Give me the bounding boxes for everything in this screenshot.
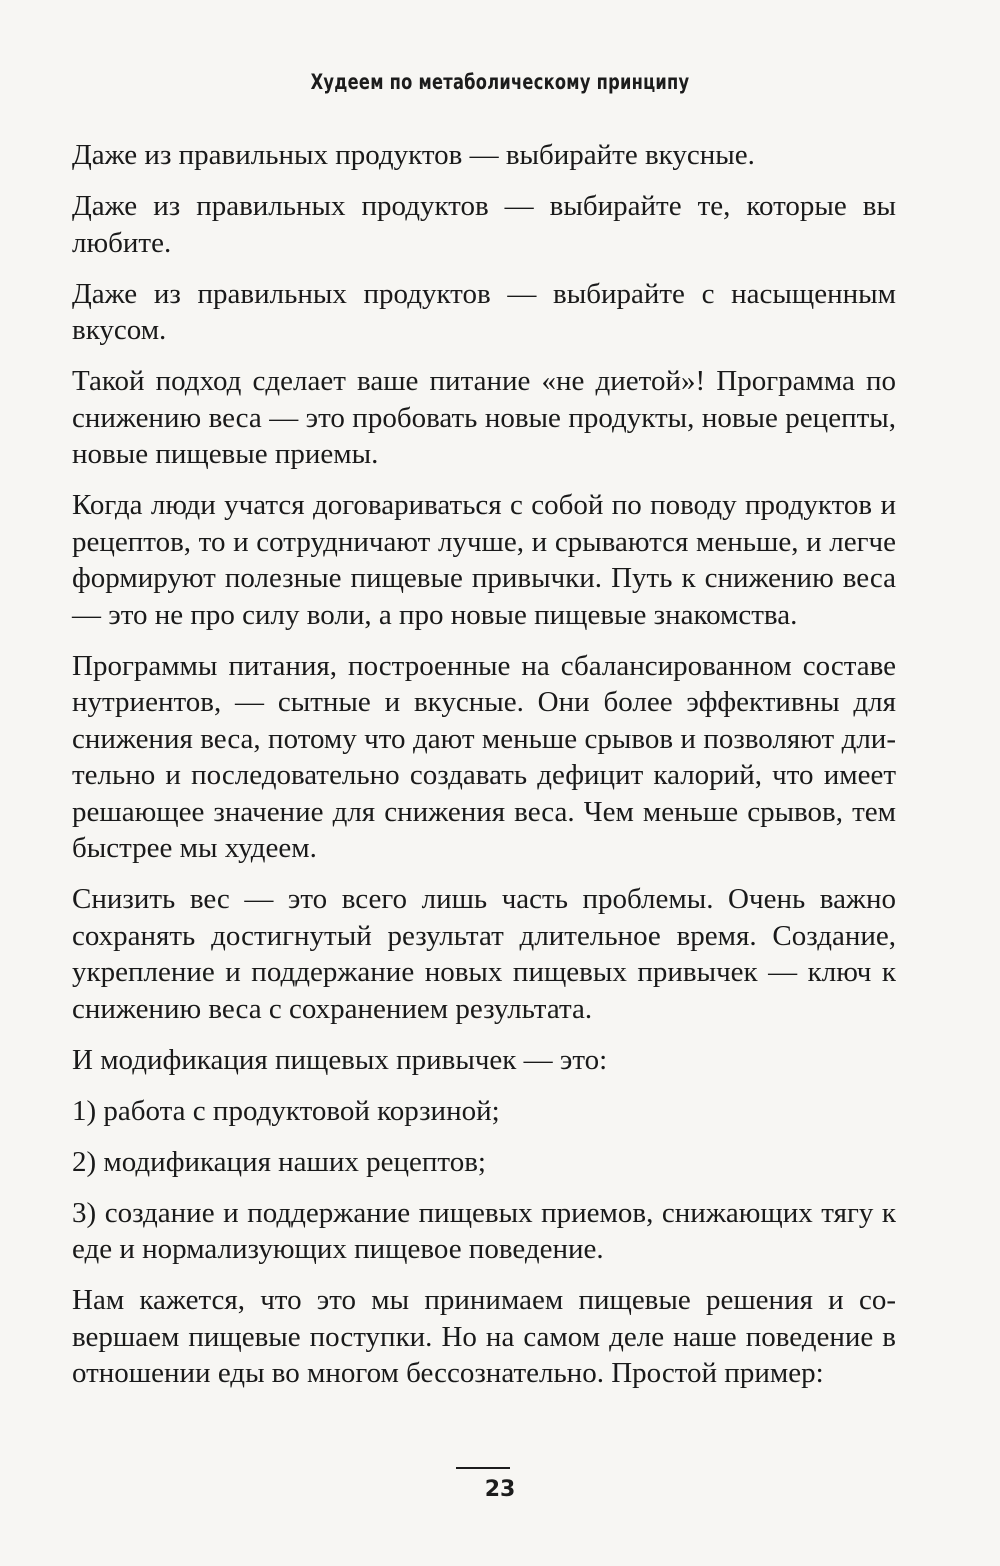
list-item: 2) модификация наших рецептов; (72, 1145, 486, 1178)
paragraph: Даже из правильных продуктов — выбирайте с насыщенным вкусом. (72, 277, 896, 346)
folio-rule (456, 1467, 510, 1469)
paragraph: И модификация пищевых привычек — это: (72, 1043, 608, 1076)
body-text (72, 137, 896, 1406)
paragraph: Программы питания, построенные на сбалансированном составе нутриентов, — сытные и вкусные. Они более эффективны для снижения веса, потому что дают меньше срывов и позволяют длительно и последовательно создавать дефицит калорий, что имеет решающее значение для снижения веса. Чем меньше срывов, тем быстрее мы худеем. (72, 649, 896, 864)
page-number: 23 (484, 1477, 516, 1502)
paragraph: Когда люди учатся договариваться с собой по поводу продуктов и рецептов, то и сотрудничают лучше, и срываются меньше, и легче формируют полезные пищевые привычки. Путь к снижению веса — это не про силу воли, а про новые пищевые знакомства. (72, 489, 896, 631)
paragraph: Такой подход сделает ваше питание «не диетой»! Программа по снижению веса — это пробовать новые продукты, новые рецепты, новые пищевые приемы. (72, 365, 896, 470)
paragraph: Даже из правильных продуктов — выбирайте те, которые вы любите. (72, 190, 896, 259)
list-item: 1) работа с продуктовой корзиной; (72, 1094, 500, 1127)
running-title: Худеем по метаболическому принципу (310, 70, 690, 94)
paragraph: Даже из правильных продуктов — выбирайте вкусные. (72, 139, 755, 171)
paragraph: Снизить вес — это всего лишь часть проблемы. Очень важно сохранять достигнутый результат длительное время. Создание, укрепление и поддержание новых пищевых привычек — ключ к снижению веса с сохранением результата. (72, 883, 896, 1025)
paragraph: Нам кажется, что это мы принимаем пищевые решения и совершаем пищевые поступки. Но на самом деле наше поведение в отношении еды во многом бессознательно. Простой пример: (72, 1284, 896, 1389)
list-item: 3) создание и поддержание пищевых приемов, снижающих тягу к еде и нормализующих пищевое поведение. (72, 1196, 896, 1265)
